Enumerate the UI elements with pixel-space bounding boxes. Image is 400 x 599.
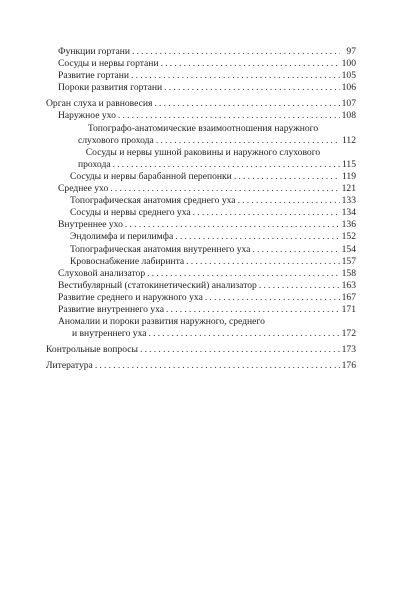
- toc-entry-page: 107: [341, 98, 356, 110]
- toc-entry-page: 106: [341, 82, 356, 94]
- toc-leader: [205, 292, 340, 304]
- toc-entry-page: 97: [346, 46, 356, 57]
- table-of-contents: [46, 46, 356, 372]
- toc-entry: [46, 82, 356, 94]
- toc-entry-page: 121: [341, 183, 356, 195]
- toc-entry-page: 115: [341, 158, 356, 170]
- toc-leader: [110, 183, 339, 195]
- toc-section-entry: [46, 98, 356, 110]
- toc-entry-title: и внутреннего уха: [72, 328, 147, 340]
- toc-entry-page: 119: [341, 170, 356, 182]
- toc-leader: [164, 82, 339, 94]
- toc-entry-page: 171: [341, 303, 356, 315]
- toc-entry-page: 172: [341, 328, 356, 340]
- toc-entry: [46, 244, 356, 256]
- toc-entry: [46, 147, 356, 171]
- toc-entry-title-line1: Топографо-анатомические взаимоотношения наружного: [87, 122, 319, 134]
- toc-entry: [46, 171, 356, 183]
- toc-entry-title: Орган слуха и равновесия: [46, 98, 153, 110]
- toc-entry: [46, 123, 356, 147]
- toc-entry-title: Развитие внутреннего уха: [58, 303, 164, 315]
- toc-entry-page: 112: [341, 134, 356, 146]
- toc-entry-title: Слуховой анализатор: [58, 267, 146, 279]
- toc-entry-page: 157: [341, 255, 356, 267]
- toc-entry: [46, 256, 356, 268]
- toc-entry: [46, 110, 356, 122]
- toc-entry: [46, 316, 356, 340]
- toc-leader: [161, 58, 340, 70]
- toc-entry: [46, 280, 356, 292]
- toc-entry-title: Развитие среднего и наружного уха: [58, 291, 203, 303]
- toc-entry-page: 163: [341, 279, 356, 291]
- toc-leader: [154, 98, 339, 110]
- toc-leader: [118, 110, 340, 122]
- toc-section-entry: [46, 360, 356, 372]
- toc-leader: [234, 171, 340, 183]
- toc-entry-page: 154: [341, 243, 356, 255]
- toc-entry-page: 152: [341, 231, 356, 243]
- toc-entry: [46, 219, 356, 231]
- toc-entry-title: Функции гортани: [58, 46, 130, 57]
- toc-entry-page: 133: [341, 195, 356, 207]
- toc-entry-title: Вестибулярный (статокинетический) анализатор: [58, 279, 257, 291]
- toc-entry-title: слухового прохода: [78, 134, 154, 146]
- toc-leader: [238, 195, 340, 207]
- toc-entry-title: Развитие гортани: [58, 70, 130, 82]
- toc-entry-title: Кровоснабжение лабиринта: [70, 255, 185, 267]
- toc-entry-title: Сосуды и нервы гортани: [58, 58, 159, 70]
- toc-entry-page: 158: [341, 267, 356, 279]
- toc-leader: [156, 135, 340, 147]
- toc-leader: [131, 70, 340, 82]
- toc-entry-page: 100: [341, 58, 356, 70]
- toc-entry-title: Сосуды и нервы барабанной перепонки: [70, 170, 232, 182]
- toc-entry-title-line1: Сосуды и нервы ушной раковины и наружного слухового: [85, 146, 321, 158]
- toc-entry-page: 173: [341, 344, 356, 356]
- toc-entry-page: 136: [341, 219, 356, 231]
- toc-entry-title: Наружное ухо: [58, 110, 116, 122]
- toc-leader: [186, 256, 339, 268]
- toc-section-entry: [46, 344, 356, 356]
- toc-entry-title: Эндолимфа и перилимфа: [70, 231, 174, 243]
- toc-entry: [46, 70, 356, 82]
- toc-entry: [46, 183, 356, 195]
- toc-entry-title: Контрольные вопросы: [46, 344, 138, 356]
- toc-entry-title: Литература: [46, 360, 93, 372]
- toc-entry-title: Топографическая анатомия среднего уха: [70, 195, 236, 207]
- toc-leader: [132, 46, 340, 58]
- toc-entry: [46, 195, 356, 207]
- toc-entry: [46, 304, 356, 316]
- toc-leader: [149, 328, 340, 340]
- toc-entry: [46, 58, 356, 70]
- toc-entry-title: Пороки развития гортани: [58, 82, 163, 94]
- toc-entry-title: Топографическая анатомия внутреннего уха: [70, 243, 251, 255]
- toc-entry-page: 176: [341, 360, 356, 372]
- toc-entry: [46, 292, 356, 304]
- toc-leader: [125, 219, 340, 231]
- toc-entry-title: Внутреннее ухо: [58, 219, 123, 231]
- toc-entry-page: 134: [341, 207, 356, 219]
- toc-leader: [175, 231, 339, 243]
- toc-leader: [259, 280, 340, 292]
- toc-leader: [140, 344, 340, 356]
- toc-entry-page: 105: [341, 70, 356, 82]
- toc-entry-title: Среднее ухо: [58, 183, 109, 195]
- toc-leader: [147, 268, 339, 280]
- toc-entry-page: 167: [341, 291, 356, 303]
- toc-leader: [95, 360, 340, 372]
- toc-entry: [46, 268, 356, 280]
- toc-entry-title-line1: Аномалии и пороки развития наружного, среднего: [58, 316, 265, 328]
- toc-entry: [46, 207, 356, 219]
- toc-entry-page: 108: [341, 110, 356, 122]
- toc-entry: [46, 231, 356, 243]
- toc-leader: [166, 304, 340, 316]
- toc-entry-title: Сосуды и нервы среднего уха: [70, 207, 191, 219]
- toc-leader: [252, 244, 339, 256]
- toc-leader: [193, 207, 340, 219]
- toc-entry: [46, 46, 356, 58]
- toc-leader: [113, 159, 340, 171]
- toc-entry-title: прохода: [78, 158, 111, 170]
